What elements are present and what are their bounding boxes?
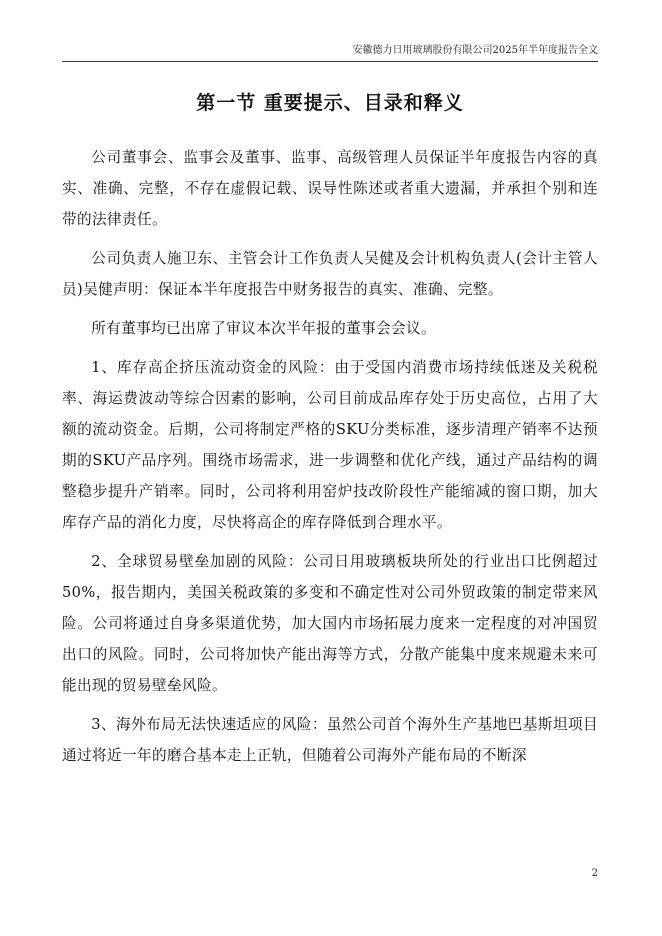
paragraph-risk-trade-barrier: 2、全球贸易壁垒加剧的风险：公司日用玻璃板块所处的行业出口比例超过50%，报告期内，美国关税政策的多变和不确定性对公司外贸政策的制定带来风险。公司将通过自身多渠道优势，加大国内市场拓展力度来一定程度的对冲国贸出口的风险。同时，公司将加快产能出海等方式，分散产能集中度来规避未来可能出现的贸易壁垒风险。 xyxy=(62,553,598,694)
page-header: 安徽德力日用玻璃股份有限公司2025年半年度报告全文 xyxy=(352,45,598,56)
paragraph-risk-overseas: 3、海外布局无法快速适应的风险：虽然公司首个海外生产基地巴基斯坦项目通过将近一年的磨合基本走上正轨，但随着公司海外产能布局的不断深 xyxy=(62,716,598,764)
paragraph-financial-statement: 公司负责人施卫东、主管会计工作负责人吴健及会计机构负责人(会计主管人员)吴健声明：保证本半年度报告中财务报告的真实、准确、完整。 xyxy=(62,250,598,298)
header-divider xyxy=(62,61,598,62)
page-number: 2 xyxy=(591,868,598,879)
paragraph-risk-inventory: 1、库存高企挤压流动资金的风险：由于受国内消费市场持续低迷及关税税率、海运费波动等综合因素的影响，公司目前成品库存处于历史高位，占用了大额的流动资金。后期，公司将制定严格的SKU分类标准，逐步清理产销率不达预期的SKU产品序列。围绕市场需求，进一步调整和优化产线，通过产品结构的调整稳步提升产销率。同时，公司将利用窑炉技改阶段性产能缩减的窗口期，加大库存产品的消化力度，尽快将高企的库存降低到合理水平。 xyxy=(62,359,598,531)
section-title: 第一节 重要提示、目录和释义 xyxy=(196,92,464,114)
document-body xyxy=(62,142,598,779)
paragraph-board-attendance: 所有董事均已出席了审议本次半年报的董事会会议。 xyxy=(91,320,437,337)
paragraph-board-guarantee: 公司董事会、监事会及董事、监事、高级管理人员保证半年度报告内容的真实、准确、完整，不存在虚假记载、误导性陈述或者重大遗漏，并承担个别和连带的法律责任。 xyxy=(62,149,598,228)
